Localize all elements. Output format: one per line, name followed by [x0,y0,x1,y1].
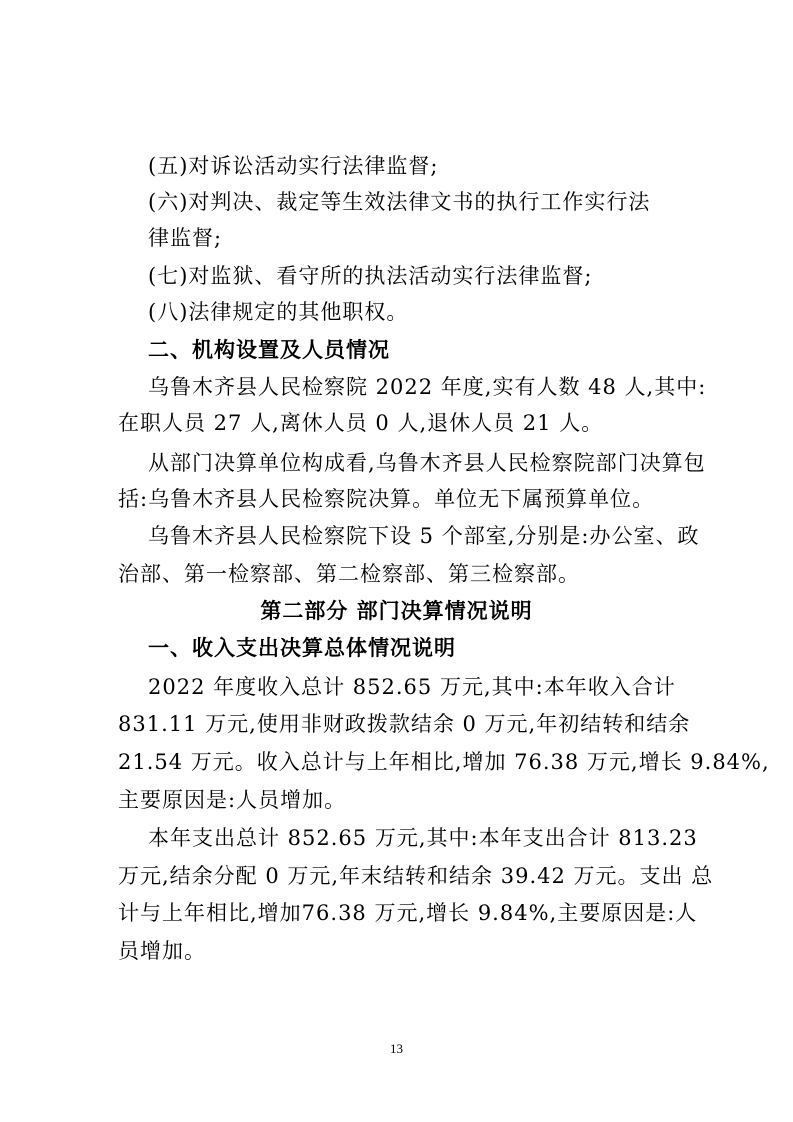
paragraph-expense-line-1: 本年支出总计 852.65 万元,其中:本年支出合计 813.23 [148,826,698,850]
section-heading-income-expense: 一、收入支出决算总体情况说明 [148,636,456,660]
list-item-6-continued: 律监督; [148,226,223,250]
paragraph-departments-line-2: 治部、第一检察部、第二检察部、第三检察部。 [118,562,580,586]
paragraph-expense-line-4: 员增加。 [118,939,206,963]
paragraph-departments-line-1: 乌鲁木齐县人民检察院下设 5 个部室,分别是:办公室、政 [148,524,700,548]
part-title: 第二部分 部门决算情况说明 [260,599,533,623]
paragraph-composition-line-1: 从部门决算单位构成看,乌鲁木齐县人民检察院部门决算包 [148,451,706,475]
paragraph-income-line-3: 21.54 万元。收入总计与上年相比,增加 76.38 万元,增长 9.84%, [118,750,770,774]
paragraph-income-line-4: 主要原因是:人员增加。 [118,788,347,812]
list-item-8: (八)法律规定的其他职权。 [148,300,409,324]
paragraph-expense-line-2: 万元,结余分配 0 万元,年末结转和结余 39.42 万元。支出 总 [118,864,714,888]
paragraph-composition-line-2: 括:乌鲁木齐县人民检察院决算。单位无下属预算单位。 [118,487,655,511]
page-number: 13 [390,1041,403,1056]
paragraph-staff-line-1: 乌鲁木齐县人民检察院 2022 年度,实有人数 48 人,其中: [148,375,707,399]
section-heading-organization: 二、机构设置及人员情况 [148,338,390,362]
list-item-6: (六)对判决、裁定等生效法律文书的执行工作实行法 [148,190,651,214]
list-item-5: (五)对诉讼活动实行法律监督; [148,154,439,178]
list-item-7: (七)对监狱、看守所的执法活动实行法律监督; [148,264,593,288]
paragraph-income-line-1: 2022 年度收入总计 852.65 万元,其中:本年收入合计 [148,675,676,699]
paragraph-income-line-2: 831.11 万元,使用非财政拨款结余 0 万元,年初结转和结余 [118,712,691,736]
paragraph-expense-line-3: 计与上年相比,增加76.38 万元,增长 9.84%,主要原因是:人 [118,901,698,925]
paragraph-staff-line-2: 在职人员 27 人,离休人员 0 人,退休人员 21 人。 [118,411,604,435]
